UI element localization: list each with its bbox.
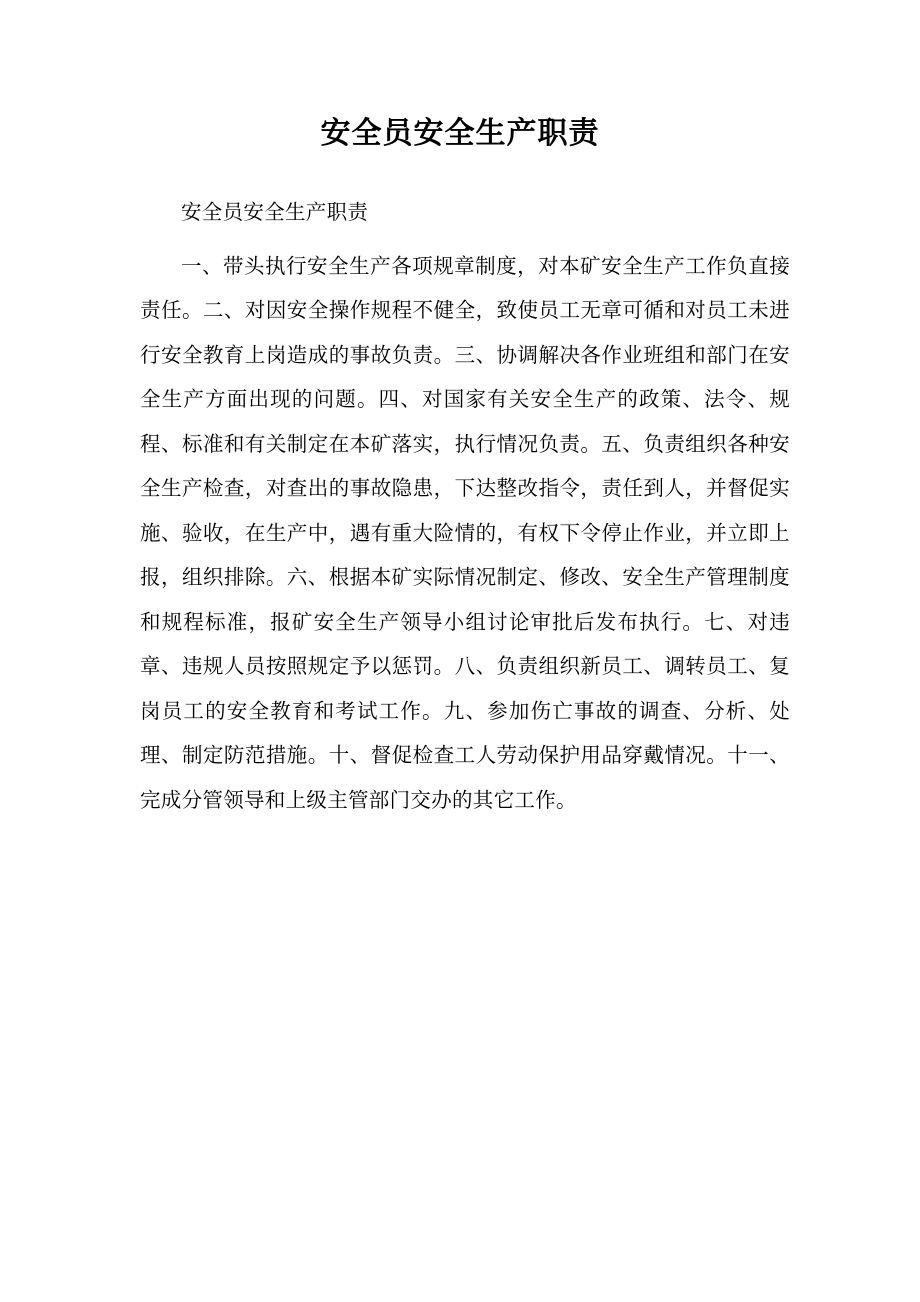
document-body (140, 190, 790, 822)
document-paragraph: 一、带头执行安全生产各项规章制度，对本矿安全生产工作负直接责任。二、对因安全操作规程不健全，致使员工无章可循和对员工未进行安全教育上岗造成的事故负责。三、协调解决各作业班组和部门在安全生产方面出现的问题。四、对国家有关安全生产的政策、法令、规程、标准和有关制定在本矿落实，执行情况负责。五、负责组织各种安全生产检查，对查出的事故隐患，下达整改指令，责任到人，并督促实施、验收，在生产中，遇有重大险情的，有权下令停止作业，并立即上报，组织排除。六、根据本矿实际情况制定、修改、安全生产管理制度和规程标准，报矿安全生产领导小组讨论审批后发布执行。七、对违章、违规人员按照规定予以惩罚。八、负责组织新员工、调转员工、复岗员工的安全教育和考试工作。九、参加伤亡事故的调查、分析、处理、制定防范措施。十、督促检查工人劳动保护用品穿戴情况。十一、完成分管领导和上级主管部门交办的其它工作。 (140, 253, 790, 812)
document-title: 安全员安全生产职责 (320, 116, 600, 151)
document-subtitle: 安全员安全生产职责 (181, 200, 369, 224)
